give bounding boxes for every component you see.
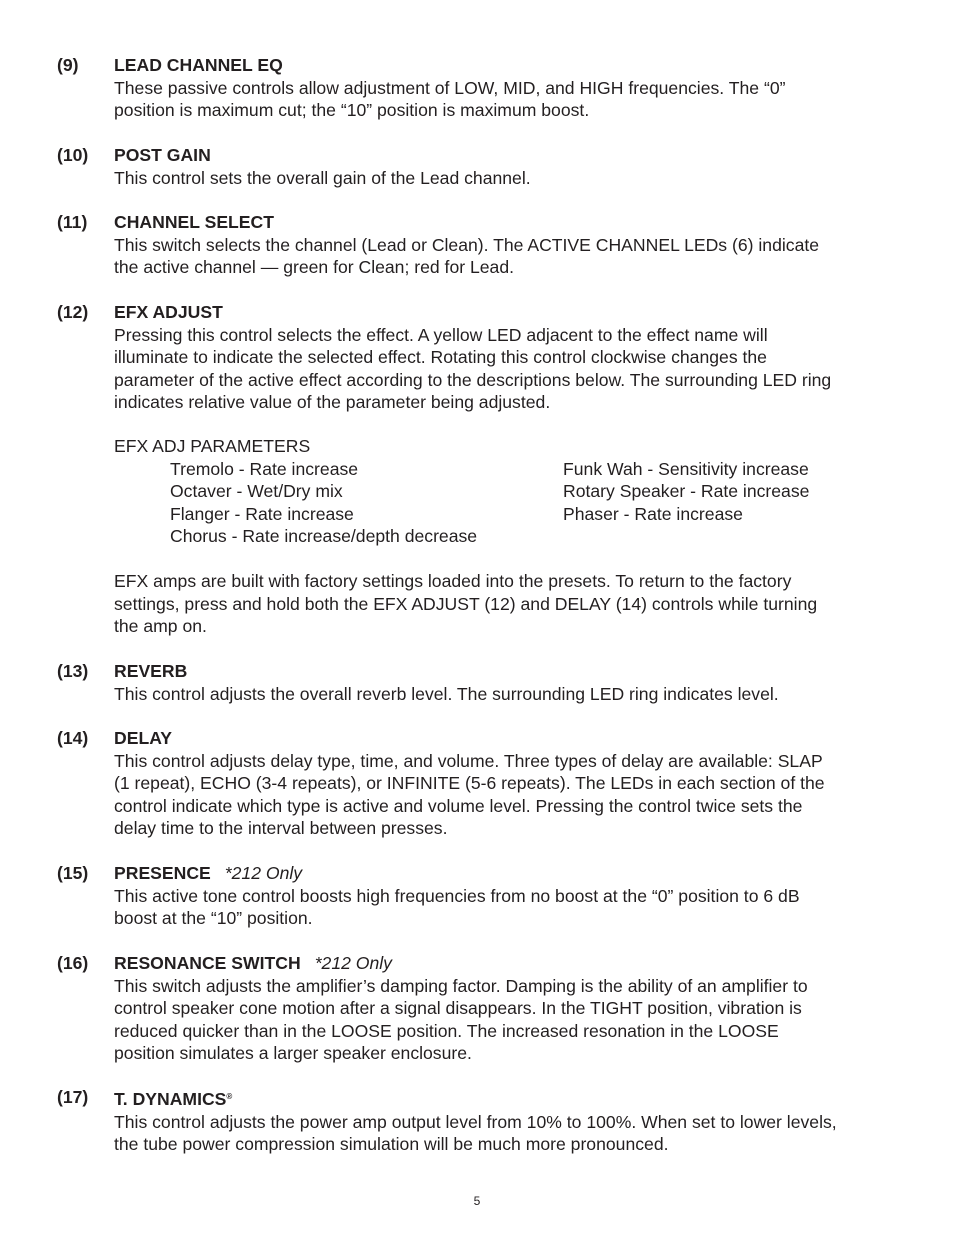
section-title: PRESENCE (114, 863, 211, 883)
section-efx-adjust (57, 301, 907, 414)
section-delay (57, 727, 907, 840)
section-title: REVERB (114, 661, 188, 681)
model-note: *212 Only (314, 953, 392, 973)
section-number: (11) (57, 212, 88, 232)
section-post-gain (57, 144, 907, 189)
body-line: delay time to the interval between presses. (114, 818, 448, 839)
body-line: This switch selects the channel (Lead or Clean). The ACTIVE CHANNEL LEDs (6) indicate (114, 234, 820, 255)
body-line: illuminate to indicate the selected effect. Rotating this control clockwise changes the (114, 347, 767, 368)
body-line: the active channel — green for Clean; red for Lead. (114, 257, 515, 278)
body-line: EFX amps are built with factory settings loaded into the presets. To return to the factory (114, 571, 792, 591)
section-number: (12) (57, 302, 89, 322)
body-line: Pressing this control selects the effect. A yellow LED adjacent to the effect name will (114, 324, 768, 345)
section-number: (16) (57, 953, 89, 973)
section-title: LEAD CHANNEL EQ (114, 55, 283, 75)
body-line: boost at the “10” position. (114, 908, 313, 929)
efx-parameters-heading: EFX ADJ PARAMETERS (114, 436, 311, 456)
body-line: parameter of the active effect according to the descriptions below. The surrounding LED ring (114, 369, 832, 390)
efx-parameter-item: Rotary Speaker - Rate increase (563, 481, 810, 502)
efx-parameter-item: Octaver - Wet/Dry mix (170, 481, 343, 502)
section-title: T. DYNAMICS (114, 1089, 227, 1109)
section-channel-select (57, 211, 907, 279)
section-number: (13) (57, 661, 89, 681)
section-title: POST GAIN (114, 145, 211, 165)
efx-parameters (114, 435, 914, 548)
body-line: (1 repeat), ECHO (3-4 repeats), or INFINITE (5-6 repeats). The LEDs in each section of the (114, 773, 825, 794)
body-line: This control adjusts the power amp output level from 10% to 100%. When set to lower levels, (114, 1111, 837, 1132)
efx-parameters-left-column (170, 458, 477, 548)
model-note: *212 Only (224, 863, 303, 883)
body-line: This switch adjusts the amplifier’s damping factor. Damping is the ability of an amplifier to (114, 975, 808, 996)
section-number: (9) (57, 55, 79, 75)
body-line: the tube power compression simulation will be much more pronounced. (114, 1134, 669, 1155)
body-line: position is maximum cut; the “10” position is maximum boost. (114, 100, 590, 121)
section-lead-channel-eq (57, 54, 907, 122)
section-heading (114, 862, 907, 885)
section-title: RESONANCE SWITCH (114, 953, 301, 973)
section-number: (14) (57, 728, 89, 748)
section-heading (114, 1086, 907, 1111)
section-heading (114, 952, 907, 975)
body-line: reduced quicker than in the LOOSE position. The increased resonation in the LOOSE (114, 1020, 779, 1041)
body-line: position simulates a larger speaker enclosure. (114, 1043, 472, 1064)
body-line: control indicate which type is active and volume level. Pressing the control twice sets the (114, 795, 803, 816)
body-line: settings, press and hold both the EFX ADJUST (12) and DELAY (14) controls while turning (114, 593, 818, 614)
efx-parameter-item: Tremolo - Rate increase (170, 458, 359, 479)
body-line: These passive controls allow adjustment of LOW, MID, and HIGH frequencies. The “0” (114, 77, 786, 98)
section-title: CHANNEL SELECT (114, 212, 274, 232)
body-line: This control adjusts delay type, time, and volume. Three types of delay are available: SLAP (114, 750, 823, 771)
efx-parameter-item: Chorus - Rate increase/depth decrease (170, 526, 478, 547)
section-t-dynamics (57, 1086, 907, 1156)
section-title: EFX ADJUST (114, 302, 223, 322)
efx-parameter-item: Funk Wah - Sensitivity increase (563, 458, 809, 479)
body-line: This control adjusts the overall reverb level. The surrounding LED ring indicates level. (114, 683, 779, 704)
efx-parameter-item: Phaser - Rate increase (563, 503, 743, 524)
section-title: DELAY (114, 728, 173, 748)
section-resonance-switch (57, 952, 907, 1065)
body-line: the amp on. (114, 616, 207, 637)
section-presence (57, 862, 907, 930)
section-number: (10) (57, 145, 89, 165)
body-line: This control sets the overall gain of the Lead channel. (114, 167, 531, 188)
page-number: 5 (473, 1194, 481, 1208)
body-line: indicates relative value of the parameter being adjusted. (114, 392, 551, 413)
section-reverb (57, 660, 907, 705)
efx-parameter-item: Flanger - Rate increase (170, 503, 354, 524)
section-number: (15) (57, 863, 89, 883)
factory-settings-note (114, 570, 914, 638)
body-line: This active tone control boosts high frequencies from no boost at the “0” position to 6 dB (114, 885, 800, 906)
body-line: control speaker cone motion after a signal disappears. In the TIGHT position, vibration is (114, 998, 802, 1019)
section-number: (17) (57, 1087, 89, 1107)
registered-mark: ® (226, 1092, 233, 1101)
efx-parameters-right-column (563, 458, 809, 526)
